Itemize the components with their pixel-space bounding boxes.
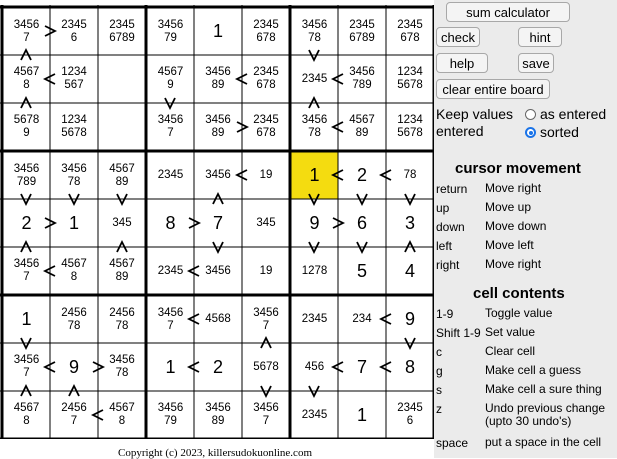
- shortcut-key: down: [436, 220, 465, 234]
- shortcut-description: put a space in the cell: [485, 435, 602, 449]
- copyright-text: Copyright (c) 2023, killersudokuonline.com: [118, 447, 312, 459]
- cell-r3c9[interactable]: 1234 5678: [397, 114, 423, 139]
- cell-r7c8[interactable]: 234: [352, 313, 372, 325]
- cell-r6c3[interactable]: 4567 89: [109, 258, 135, 283]
- shortcut-description: Move up: [485, 200, 532, 214]
- cell-r7c1[interactable]: 1: [21, 309, 32, 329]
- cell-r5c5[interactable]: 7: [212, 212, 223, 233]
- cell-r8c3[interactable]: 3456 78: [109, 354, 135, 379]
- cell-r8c5[interactable]: 2: [212, 356, 223, 377]
- shortcut-key: return: [436, 182, 468, 196]
- cell-r4c9[interactable]: 78: [403, 169, 417, 181]
- cell-r9c3[interactable]: 4567 8: [109, 402, 135, 427]
- cell-r6c1[interactable]: 3456 7: [13, 258, 40, 283]
- clear-board-button[interactable]: clear entire board: [436, 79, 550, 99]
- shortcut-description: Make cell a sure thing: [485, 382, 602, 396]
- cell-r3c6[interactable]: 2345 678: [253, 114, 279, 139]
- cell-r4c7[interactable]: 1: [291, 152, 338, 199]
- cell-r9c8[interactable]: 1: [356, 404, 367, 425]
- shortcut-description: Toggle value: [485, 306, 553, 320]
- cell-r9c1[interactable]: 4567 8: [13, 402, 40, 427]
- board-cells[interactable]: [0, 5, 434, 439]
- cell-r3c4[interactable]: 3456 7: [157, 114, 184, 139]
- cell-r3c3[interactable]: [98, 103, 146, 151]
- sorted-radio[interactable]: [525, 127, 536, 138]
- cell-r8c7[interactable]: 456: [304, 360, 325, 373]
- cell-r5c6[interactable]: 345: [256, 216, 276, 229]
- cell-r6c8[interactable]: 5: [356, 260, 367, 281]
- cell-r2c1[interactable]: 4567 8: [13, 66, 40, 91]
- cell-r4c8[interactable]: 2: [356, 165, 367, 185]
- cell-r7c7[interactable]: 2345: [301, 313, 328, 325]
- shortcut-key: right: [436, 258, 460, 272]
- shortcut-description: Make cell a guess: [485, 363, 582, 377]
- cell-r3c8[interactable]: 4567 89: [349, 114, 375, 139]
- shortcut-key: Shift 1-9: [436, 326, 481, 340]
- cell-r1c1[interactable]: 3456 7: [13, 18, 40, 44]
- cell-r8c8[interactable]: 7: [356, 356, 367, 377]
- sudoku-board[interactable]: [0, 5, 434, 439]
- cell-r8c6[interactable]: 5678: [253, 360, 279, 373]
- cell-r5c7[interactable]: 9: [309, 212, 320, 233]
- cell-r3c2[interactable]: 1234 5678: [61, 114, 87, 139]
- cell-r7c4[interactable]: 3456 7: [157, 306, 184, 332]
- cell-r5c1[interactable]: 2: [21, 212, 32, 233]
- as-entered-label[interactable]: as entered: [540, 106, 607, 122]
- cell-r1c8[interactable]: 2345 6789: [349, 18, 375, 44]
- cell-r5c8[interactable]: 6: [356, 212, 367, 233]
- sum-calculator-button[interactable]: sum calculator: [446, 2, 570, 22]
- cell-r2c9[interactable]: 1234 5678: [397, 66, 423, 91]
- shortcut-key: space: [436, 436, 469, 450]
- cell-r1c6[interactable]: 2345 678: [253, 18, 279, 44]
- cell-r1c3[interactable]: 2345 6789: [109, 18, 135, 44]
- cell-r9c2[interactable]: 2456 7: [61, 402, 87, 427]
- shortcut-description: Move down: [485, 219, 547, 233]
- cell-r1c9[interactable]: 2345 678: [397, 18, 423, 44]
- cell-r4c4[interactable]: 2345: [157, 169, 184, 181]
- cell-r7c3[interactable]: 2456 78: [109, 306, 135, 332]
- cell-r2c7[interactable]: 2345: [301, 72, 328, 85]
- cell-r4c6[interactable]: 19: [259, 169, 273, 181]
- cell-r5c9[interactable]: 3: [404, 212, 415, 233]
- cell-r8c9[interactable]: 8: [404, 356, 415, 377]
- keep-values-label-line1: Keep values: [436, 106, 514, 122]
- shortcut-key: 1-9: [436, 307, 454, 321]
- cell-r2c5[interactable]: 3456 89: [205, 66, 231, 91]
- cell-contents-title: cell contents: [473, 285, 565, 302]
- cell-r3c7[interactable]: 3456 78: [301, 114, 328, 139]
- cell-r5c4[interactable]: 8: [165, 212, 176, 233]
- cell-r2c2[interactable]: 1234 567: [61, 66, 87, 91]
- cell-r9c9[interactable]: 2345 6: [397, 402, 423, 427]
- shortcut-description: Move right: [485, 257, 542, 271]
- cell-r5c3[interactable]: 345: [112, 216, 132, 229]
- cell-r9c6[interactable]: 3456 7: [253, 402, 279, 427]
- cell-r7c5[interactable]: 4568: [205, 313, 231, 325]
- cell-r5c2[interactable]: 1: [68, 212, 79, 233]
- control-panel: [434, 0, 617, 458]
- cell-r6c6[interactable]: 19: [259, 264, 273, 277]
- as-entered-radio[interactable]: [525, 109, 536, 120]
- cell-r6c2[interactable]: 4567 8: [61, 258, 87, 283]
- cell-r6c5[interactable]: 3456: [205, 264, 231, 277]
- cell-r1c7[interactable]: 3456 78: [301, 18, 328, 44]
- shortcut-key: up: [436, 201, 450, 215]
- save-button[interactable]: save: [518, 53, 554, 73]
- shortcut-key: left: [436, 239, 453, 253]
- cell-r8c4[interactable]: 1: [165, 356, 176, 377]
- cell-r2c6[interactable]: 2345 678: [253, 66, 279, 91]
- cell-r9c7[interactable]: 2345: [301, 408, 328, 421]
- cell-r4c1[interactable]: 3456 789: [13, 162, 40, 188]
- check-button[interactable]: check: [436, 27, 480, 47]
- cell-r6c9[interactable]: 4: [404, 260, 415, 281]
- cell-r6c4[interactable]: 2345: [157, 264, 184, 277]
- cell-r2c8[interactable]: 3456 789: [349, 66, 375, 91]
- cell-r4c2[interactable]: 3456 78: [61, 162, 87, 188]
- cell-r8c2[interactable]: 9: [68, 356, 79, 377]
- cell-r4c5[interactable]: 3456: [205, 169, 231, 181]
- sorted-label[interactable]: sorted: [540, 124, 579, 140]
- hint-button[interactable]: hint: [518, 27, 562, 47]
- cell-r2c4[interactable]: 4567 9: [157, 66, 184, 91]
- cell-r9c4[interactable]: 3456 79: [157, 402, 184, 427]
- cell-r4c3[interactable]: 4567 89: [109, 162, 135, 188]
- cell-r1c4[interactable]: 3456 79: [157, 18, 184, 44]
- help-button[interactable]: help: [436, 53, 488, 73]
- cell-r3c5[interactable]: 3456 89: [205, 114, 231, 139]
- shortcut-description: Set value: [485, 325, 536, 339]
- cell-r8c1[interactable]: 3456 7: [13, 354, 40, 379]
- shortcut-description: Move left: [485, 238, 534, 252]
- cell-r7c9[interactable]: 9: [404, 309, 415, 329]
- cell-r9c5[interactable]: 3456 89: [205, 402, 231, 427]
- cell-r7c2[interactable]: 2456 78: [61, 306, 87, 332]
- shortcut-description: Clear cell: [485, 344, 536, 358]
- cell-r2c3[interactable]: [98, 55, 146, 103]
- shortcut-key: z: [436, 402, 442, 416]
- cell-r7c6[interactable]: 3456 7: [253, 306, 279, 332]
- cell-r6c7[interactable]: 1278: [301, 264, 328, 277]
- cell-r1c2[interactable]: 2345 6: [61, 18, 87, 44]
- keep-values-label-line2: entered: [436, 123, 484, 139]
- cell-r3c1[interactable]: 5678 9: [13, 114, 40, 139]
- cursor-movement-title: cursor movement: [455, 160, 581, 177]
- cell-r1c5[interactable]: 1: [212, 21, 223, 41]
- shortcut-key: s: [436, 383, 442, 397]
- shortcut-key: g: [436, 364, 443, 378]
- shortcut-description: Move right: [485, 181, 542, 195]
- shortcut-key: c: [436, 345, 442, 359]
- shortcut-description: Undo previous change (upto 30 undo's): [485, 401, 606, 428]
